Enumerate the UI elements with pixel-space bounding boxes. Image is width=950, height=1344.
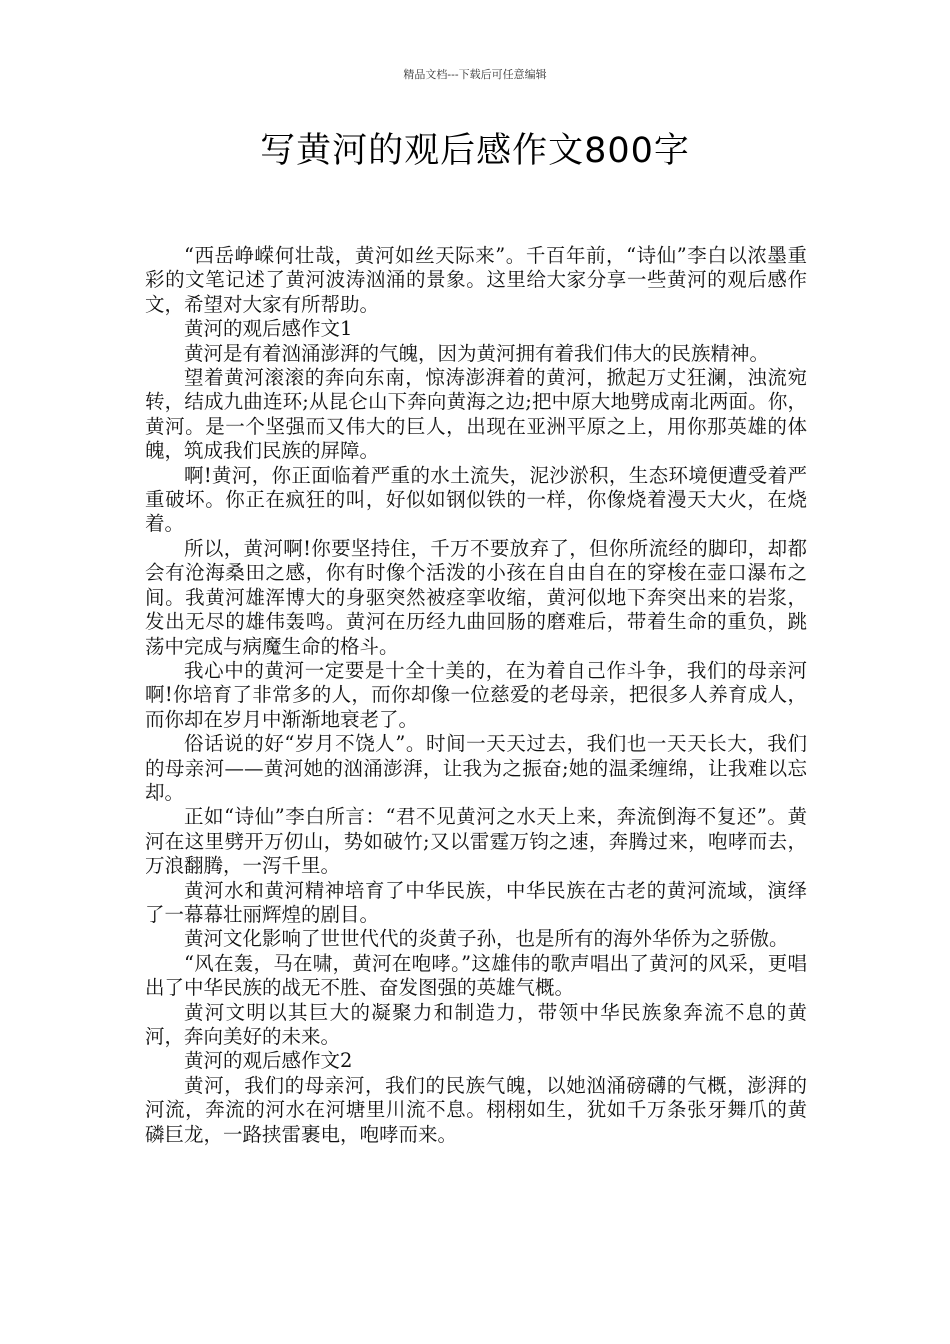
paragraph: 俗话说的好“岁月不饶人”。时间一天天过去，我们也一天天长大，我们的母亲河——黄河她的汹涌澎湃，让我为之振奋;她的温柔缠绵，让我难以忘却。 (145, 732, 807, 804)
article-body (145, 244, 807, 1147)
paragraph: 黄河水和黄河精神培育了中华民族，中华民族在古老的黄河流域，演绎了一幕幕壮丽辉煌的剧目。 (145, 878, 807, 926)
paragraph: 黄河，我们的母亲河，我们的民族气魄，以她汹涌磅礴的气概，澎湃的河流，奔流的河水在河塘里川流不息。栩栩如生，犹如千万条张牙舞爪的黄磷巨龙，一路挟雷裹电，咆哮而来。 (145, 1073, 807, 1146)
section-heading-2: 黄河的观后感作文2 (184, 1049, 353, 1073)
paragraph: 所以，黄河啊!你要坚持住，千万不要放弃了，但你所流经的脚印，却都会有沧海桑田之感，你有时像个活泼的小孩在自由自在的穿梭在壶口瀑布之间。我黄河雄浑博大的身驱突然被痉挛收缩，黄河似地下奔突出来的岩浆，发出无尽的雄伟轰鸣。黄河在历经九曲回肠的磨难后，带着生命的重负，跳荡中完成与病魔生命的格斗。 (145, 536, 807, 658)
paragraph: 望着黄河滚滚的奔向东南，惊涛澎湃着的黄河，掀起万丈狂澜，浊流宛转，结成九曲连环;从昆仑山下奔向黄海之边;把中原大地劈成南北两面。你，黄河。是一个坚强而又伟大的巨人，出现在亚洲平原之上，用你那英雄的体魄，筑成我们民族的屏障。 (145, 366, 807, 463)
section-heading-1: 黄河的观后感作文1 (184, 317, 353, 341)
paragraph: 我心中的黄河一定要是十全十美的，在为着自己作斗争，我们的母亲河啊!你培育了非常多的人，而你却像一位慈爱的老母亲，把很多人养育成人，而你却在岁月中渐渐地衰老了。 (145, 658, 807, 731)
page-title: 写黄河的观后感作文800字 (260, 131, 690, 171)
paragraph: 黄河是有着汹涌澎湃的气魄，因为黄河拥有着我们伟大的民族精神。 (184, 341, 770, 365)
paragraph: 黄河文明以其巨大的凝聚力和制造力，带领中华民族象奔流不息的黄河，奔向美好的未来。 (145, 1000, 807, 1048)
paragraph: “风在轰，马在啸，黄河在咆哮。”这雄伟的歌声唱出了黄河的风采，更唱出了中华民族的战无不胜、奋发图强的英雄气概。 (145, 951, 807, 1000)
paragraph: 黄河文化影响了世世代代的炎黄子孙，也是所有的海外华侨为之骄傲。 (184, 927, 789, 951)
paragraph-intro: “西岳峥嵘何壮哉，黄河如丝天际来”。千百年前，“诗仙”李白以浓墨重彩的文笔记述了黄河波涛汹涌的景象。这里给大家分享一些黄河的观后感作文，希望对大家有所帮助。 (145, 244, 807, 316)
paragraph: 正如“诗仙”李白所言：“君不见黄河之水天上来，奔流倒海不复还”。黄河在这里劈开万仞山，势如破竹;又以雷霆万钧之速，奔腾过来，咆哮而去，万浪翻腾，一泻千里。 (145, 805, 807, 878)
paragraph: 啊!黄河，你正面临着严重的水土流失，泥沙淤积，生态环境便遭受着严重破坏。你正在疯狂的叫，好似如钢似铁的一样，你像烧着漫天大火，在烧着。 (145, 463, 807, 536)
header-note: 精品文档---下载后可任意编辑 (403, 68, 547, 81)
